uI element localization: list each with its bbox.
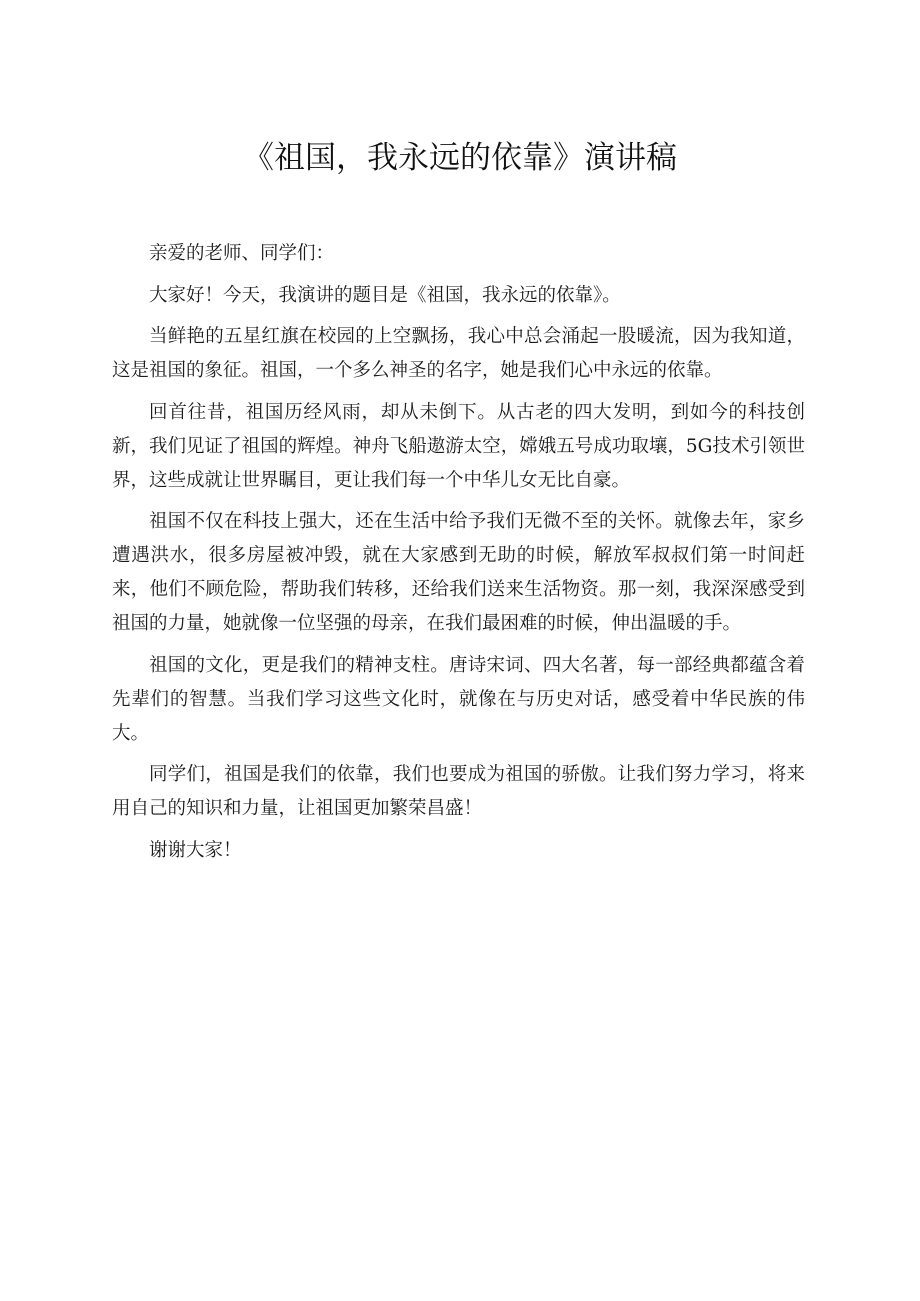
paragraph-thanks: 谢谢大家！ [149, 839, 242, 861]
paragraph-greeting: 大家好！今天，我演讲的题目是《祖国，我永远的依靠》。 [149, 284, 621, 306]
paragraph-care: 祖国不仅在科技上强大，还在生活中给予我们无微不至的关怀。就像去年，家乡遭遇洪水，很多房屋被冲毁，就在大家感到无助的时候，解放军叔叔们第一时间赶来，他们不顾危险，帮助我们转移，还给我们送来生活物资。那一刻，我深深感受到祖国的力量，她就像一位坚强的母亲，在我们最困难的时候，伸出温暖的手。 [112, 511, 805, 634]
paragraph-call-to-action: 同学们，祖国是我们的依靠，我们也要成为祖国的骄傲。让我们努力学习，将来用自己的知识和力量，让祖国更加繁荣昌盛！ [112, 764, 805, 819]
document-title: 《祖国，我永远的依靠》演讲稿 [243, 140, 677, 176]
paragraph-flag: 当鲜艳的五星红旗在校园的上空飘扬，我心中总会涌起一股暖流，因为我知道，这是祖国的象征。祖国，一个多么神圣的名字，她是我们心中永远的依靠。 [112, 326, 805, 381]
paragraph-salutation: 亲爱的老师、同学们： [149, 243, 335, 264]
speech-body [112, 237, 805, 875]
paragraph-history: 回首往昔，祖国历经风雨，却从未倒下。从古老的四大发明，到如今的科技创新，我们见证了祖国的辉煌。神舟飞船遨游太空，嫦娥五号成功取壤，5G技术引领世界，这些成就让世界瞩目，更让我们每一个中华儿女无比自豪。 [112, 401, 805, 491]
paragraph-culture: 祖国的文化，更是我们的精神支柱。唐诗宋词、四大名著，每一部经典都蕴含着先辈们的智慧。当我们学习这些文化时，就像在与历史对话，感受着中华民族的伟大。 [112, 654, 805, 744]
